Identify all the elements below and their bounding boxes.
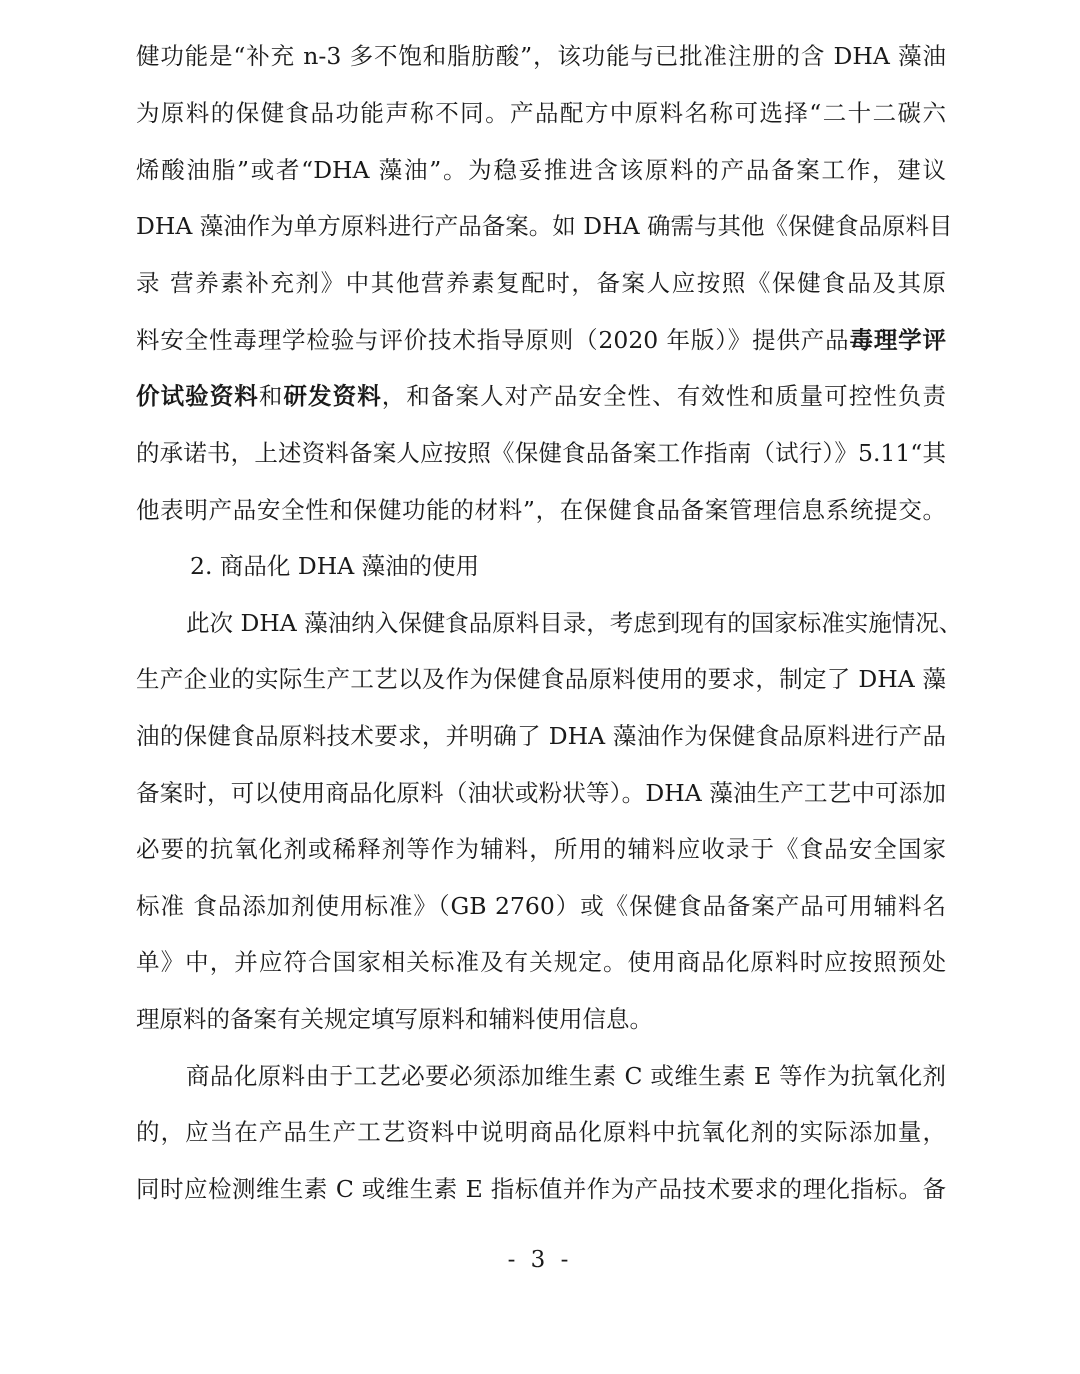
section-heading: 2. 商品化 DHA 藻油的使用 [190, 552, 480, 580]
text-line: 必要的抗氧化剂或稀释剂等作为辅料，所用的辅料应收录于《食品安全国家 [136, 835, 946, 863]
paragraph-first-line: 此次 DHA 藻油纳入保健食品原料目录，考虑到现有的国家标准实施情况、 [186, 609, 963, 637]
text-line: 的，应当在产品生产工艺资料中说明商品化原料中抗氧化剂的实际添加量， [136, 1118, 946, 1146]
text-line: 的承诺书，上述资料备案人应按照《保健食品备案工作指南（试行）》5.11“其 [136, 439, 946, 467]
text-line: 录 营养素补充剂》中其他营养素复配时，备案人应按照《保健食品及其原 [136, 269, 946, 297]
bold-text-span: 研发资料 [283, 382, 382, 410]
text-line: 备案时，可以使用商品化原料（油状或粉状等）。DHA 藻油生产工艺中可添加 [136, 779, 946, 807]
page-number: - 3 - [507, 1247, 573, 1273]
bold-text-span: 毒理学评 [849, 326, 946, 354]
text-line: DHA 藻油作为单方原料进行产品备案。如 DHA 确需与其他《保健食品原料目 [136, 212, 953, 240]
text-line: 为原料的保健食品功能声称不同。产品配方中原料名称可选择“二十二碳六 [136, 99, 946, 127]
text-span: ，和备案人对产品安全性、有效性和质量可控性负责 [381, 382, 946, 410]
text-line: 健功能是“补充 n-3 多不饱和脂肪酸”，该功能与已批准注册的含 DHA 藻油 [136, 42, 946, 70]
text-line: 单》中，并应符合国家相关标准及有关规定。使用商品化原料时应按照预处 [136, 948, 946, 976]
text-line: 同时应检测维生素 C 或维生素 E 指标值并作为产品技术要求的理化指标。备 [136, 1175, 946, 1203]
text-span: 料安全性毒理学检验与评价技术指导原则（2020 年版）》提供产品 [136, 326, 850, 354]
text-line: 他表明产品安全性和保健功能的材料”，在保健食品备案管理信息系统提交。 [136, 496, 946, 524]
text-line-mixed [136, 320, 946, 360]
text-line-mixed [136, 376, 946, 416]
paragraph-first-line: 商品化原料由于工艺必要必须添加维生素 C 或维生素 E 等作为抗氧化剂 [186, 1062, 946, 1090]
text-line: 生产企业的实际生产工艺以及作为保健食品原料使用的要求，制定了 DHA 藻 [136, 665, 946, 693]
text-span: 和 [258, 382, 284, 410]
text-line: 标准 食品添加剂使用标准》（GB 2760）或《保健食品备案产品可用辅料名 [136, 892, 946, 920]
text-line: 油的保健食品原料技术要求，并明确了 DHA 藻油作为保健食品原料进行产品 [136, 722, 946, 750]
text-line: 烯酸油脂”或者“DHA 藻油”。为稳妥推进含该原料的产品备案工作，建议 [136, 156, 946, 184]
bold-text-span: 价试验资料 [136, 382, 259, 410]
text-line: 理原料的备案有关规定填写原料和辅料使用信息。 [136, 1005, 653, 1033]
